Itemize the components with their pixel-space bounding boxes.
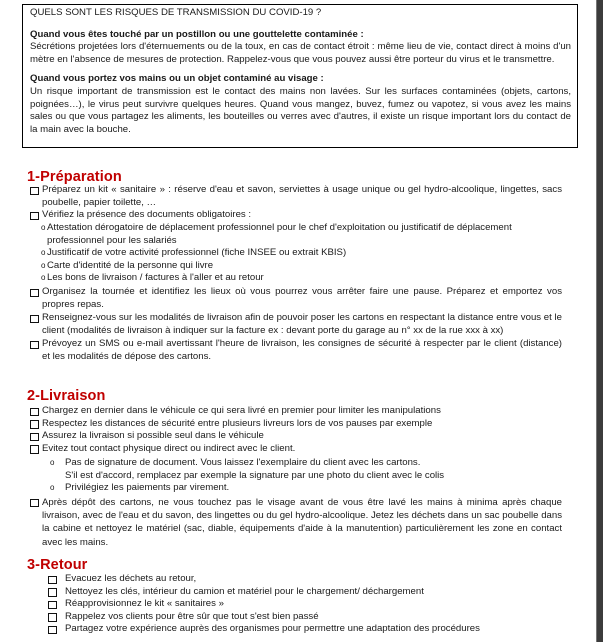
empty-checkbox-icon[interactable] bbox=[48, 576, 57, 585]
risk-box-title: QUELS SONT LES RISQUES DE TRANSMISSION DU COVID-19 ? bbox=[30, 7, 322, 18]
checklist-item: Après dépôt des cartons, ne vous touchez pas le visage avant de vous être lavé les mains à minima après chaque livraison, avec de l'eau et du savon, des lingettes ou du gel hydro-alcoolique. Jetez les déchets dans un sac poubelle dans la cabine et nettoyez le matériel (sac, diable, équipements d'aide à la manutention) particulièrement les zone en contact avec les mains. bbox=[30, 496, 562, 549]
retour-checklist bbox=[48, 573, 568, 636]
checklist-item: Rappelez vos clients pour être sûr que tout s'est bien passé bbox=[48, 611, 568, 624]
checklist-item: Evitez tout contact physique direct ou indirect avec le client. bbox=[30, 443, 562, 456]
empty-checkbox-icon[interactable] bbox=[30, 445, 39, 454]
empty-checkbox-icon[interactable] bbox=[30, 341, 39, 350]
hollow-circle-bullet-icon: o bbox=[50, 483, 55, 493]
empty-checkbox-icon[interactable] bbox=[30, 289, 39, 298]
checklist-item: Organisez la tournée et identifiez les lieux où vous pourrez vous arrêter faire une pause. Préparez et emportez vos propres repas. bbox=[30, 286, 562, 311]
section-heading-preparation: 1-Préparation bbox=[27, 169, 122, 185]
checklist-item: Renseignez-vous sur les modalités de livraison afin de pouvoir poser les cartons en respectant la distance entre vous et le client (modalités de livraison à indiquer sur la facture ex : devant porte du garage au n° xx de la rue xxx à xx) bbox=[30, 312, 562, 337]
risk-question-droplets: Quand vous êtes touché par un postillon ou une gouttelette contaminée : bbox=[30, 28, 364, 40]
hollow-circle-bullet-icon: o bbox=[41, 260, 46, 270]
empty-checkbox-icon[interactable] bbox=[30, 187, 39, 196]
checklist-item: Respectez les distances de sécurité entre plusieurs livreurs lors de vos pauses par exemple bbox=[30, 418, 562, 431]
sublist-item: o Pas de signature de document. Vous laissez l'exemplaire du client avec les cartons. bbox=[50, 457, 421, 468]
sublist-item: o Attestation dérogatoire de déplacement professionnel pour le chef d'exploitation ou justificatif de déplacement professionnel pour les salariés bbox=[41, 222, 512, 246]
checklist-item: Nettoyez les clés, intérieur du camion et matériel pour le chargement/ déchargement bbox=[48, 586, 568, 599]
empty-checkbox-icon[interactable] bbox=[48, 588, 57, 597]
livraison-checklist bbox=[30, 405, 562, 455]
vertical-scrollbar[interactable] bbox=[596, 0, 603, 642]
preparation-checklist-continued bbox=[30, 286, 562, 364]
documents-sublist bbox=[0, 222, 565, 285]
empty-checkbox-icon[interactable] bbox=[30, 212, 39, 221]
risk-text-droplets: Sécrétions projetées lors d'éternuements ou de la toux, en cas de contact étroit : même lieu de vie, contact direct à moins d'un mètre en l'absence de mesures de protection. Rappelez-vous que vous pouvez aussi être porteur du virus et le transmettre. bbox=[30, 41, 571, 65]
empty-checkbox-icon[interactable] bbox=[48, 601, 57, 610]
covid-risk-box bbox=[22, 4, 578, 148]
checklist-item: Chargez en dernier dans le véhicule ce qui sera livré en premier pour limiter les manipulations bbox=[30, 405, 562, 418]
hollow-circle-bullet-icon: o bbox=[41, 223, 46, 232]
preparation-checklist bbox=[30, 184, 562, 222]
checklist-item: Prévoyez un SMS ou e-mail avertissant l'heure de livraison, les consignes de sécurité à respecter par le client (distance) et les modalités de dépose des cartons. bbox=[30, 338, 562, 363]
sublist-item: o Justificatif de votre activité professionnel (fiche INSEE ou extrait KBIS) bbox=[41, 247, 347, 259]
hollow-circle-bullet-icon: o bbox=[41, 273, 46, 283]
sublist-continuation: S'il est d'accord, remplacez par exemple la signature par une photo du client avec le colis bbox=[65, 469, 445, 481]
empty-checkbox-icon[interactable] bbox=[30, 420, 39, 429]
empty-checkbox-icon[interactable] bbox=[48, 613, 57, 622]
section-heading-retour: 3-Retour bbox=[27, 557, 88, 573]
empty-checkbox-icon[interactable] bbox=[30, 408, 39, 417]
empty-checkbox-icon[interactable] bbox=[30, 499, 39, 508]
section-heading-livraison: 2-Livraison bbox=[27, 388, 106, 404]
sublist-item: o Privilégiez les paiements par virement. bbox=[50, 482, 230, 494]
checklist-item: Préparez un kit « sanitaire » : réserve d'eau et savon, serviettes à usage unique ou gel hydro-alcoolique, lingettes, sacs poubelle, papier toilette, … bbox=[30, 184, 562, 209]
hollow-circle-bullet-icon: o bbox=[50, 458, 55, 467]
empty-checkbox-icon[interactable] bbox=[30, 315, 39, 324]
checklist-item: Evacuez les déchets au retour, bbox=[48, 573, 568, 586]
checklist-item: Partagez votre expérience auprès des organismes pour permettre une adaptation des procédures bbox=[48, 623, 568, 636]
risk-question-hands: Quand vous portez vos mains ou un objet contaminé au visage : bbox=[30, 73, 324, 85]
empty-checkbox-icon[interactable] bbox=[30, 433, 39, 442]
checklist-item: Assurez la livraison si possible seul dans le véhicule bbox=[30, 430, 562, 443]
checklist-item: Vérifiez la présence des documents obligatoires : bbox=[30, 209, 562, 222]
checklist-item: Réapprovisionnez le kit « sanitaires » bbox=[48, 598, 568, 611]
sublist-item: o Les bons de livraison / factures à l'aller et au retour bbox=[41, 272, 264, 284]
empty-checkbox-icon[interactable] bbox=[48, 626, 57, 635]
contact-sublist bbox=[0, 457, 560, 495]
risk-text-hands: Un risque important de transmission est le contact des mains non lavées. Sur les surfaces contaminées (objets, cartons, poignées…), le virus peut survivre quelques heures. Quand vous mangez, buvez, fumez ou vapotez, si vous avez les mains sales ou que vous partagez les aliments, les bouteilles ou verres avec d'autres, il existe un risque important lors du contact de la main avec la bouche. bbox=[30, 85, 571, 135]
livraison-checklist-continued bbox=[30, 496, 562, 549]
sublist-item: o Carte d'identité de la personne qui livre bbox=[41, 259, 214, 271]
hollow-circle-bullet-icon: o bbox=[41, 248, 46, 258]
